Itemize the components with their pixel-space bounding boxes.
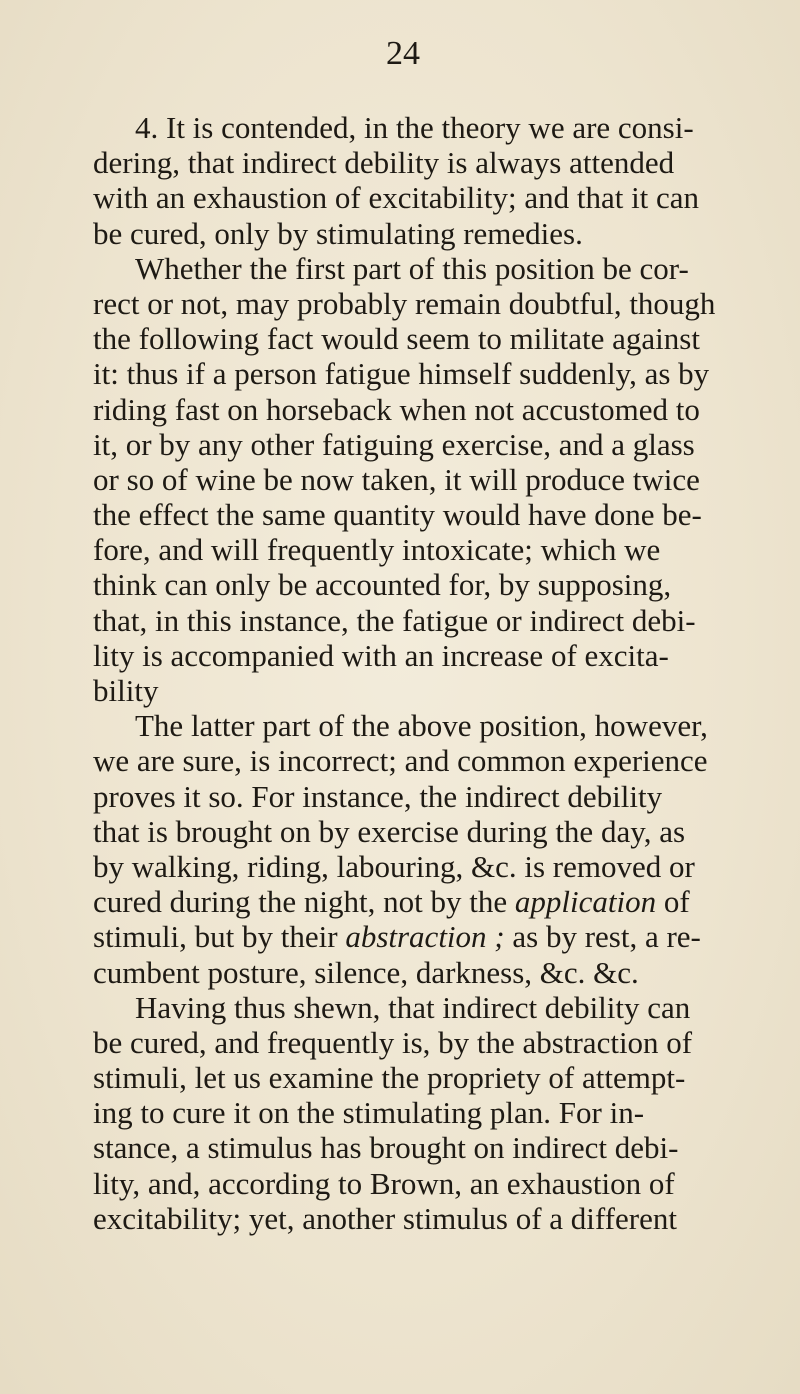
text-line: the following fact would seem to militate against	[93, 321, 700, 357]
text-line: dering, that indirect debility is always attended	[93, 145, 675, 181]
text-line: 4. It is contended, in the theory we are consi-	[135, 110, 694, 145]
text-line: riding fast on horseback when not accustomed to	[93, 391, 700, 427]
text-line: think can only be accounted for, by supposing,	[93, 567, 672, 603]
text-line: Whether the first part of this position be cor-	[135, 250, 689, 286]
text-line: The latter part of the above position, however,	[135, 708, 708, 744]
text-line: the effect the same quantity would have done be-	[93, 497, 702, 533]
text-line: excitability; yet, another stimulus of a different	[93, 1200, 677, 1236]
page-number: 24	[386, 35, 420, 72]
text-line-with-italic	[93, 884, 783, 919]
text-line: lity, and, according to Brown, an exhaustion of	[93, 1165, 675, 1201]
text-line: lity is accompanied with an increase of excita-	[93, 637, 669, 673]
text-segment: cured during the night, not by the	[93, 884, 515, 920]
text-segment: as by rest, a re-	[504, 919, 701, 955]
text-line: be cured, only by stimulating remedies.	[93, 215, 583, 251]
text-line: that is brought on by exercise during the day, as	[93, 813, 686, 849]
text-line: it, or by any other fatiguing exercise, and a glass	[93, 426, 695, 462]
text-line: fore, and will frequently intoxicate; which we	[93, 532, 661, 568]
text-line: rect or not, may probably remain doubtful, though	[93, 285, 716, 321]
text-line: be cured, and frequently is, by the abstraction of	[93, 1024, 693, 1060]
text-line: stimuli, let us examine the propriety of attempt-	[93, 1060, 686, 1096]
text-line: by walking, riding, labouring, &c. is removed or	[93, 848, 695, 884]
text-line: that, in this instance, the fatigue or indirect debi-	[93, 602, 696, 638]
text-line: it: thus if a person fatigue himself suddenly, as by	[93, 356, 710, 392]
text-segment: of	[656, 884, 690, 920]
text-line: ing to cure it on the stimulating plan. For in-	[93, 1095, 645, 1131]
text-line: with an exhaustion of excitability; and that it can	[93, 180, 700, 216]
text-line: cumbent posture, silence, darkness, &c. &c.	[93, 954, 639, 990]
text-line-with-italic	[93, 919, 783, 954]
text-segment: stimuli, but by their	[93, 919, 346, 955]
text-line: stance, a stimulus has brought on indirect debi-	[93, 1130, 679, 1166]
body-text	[93, 110, 783, 1236]
text-line: bility	[93, 673, 159, 708]
italic-term: application	[514, 884, 657, 920]
text-line: we are sure, is incorrect; and common experience	[93, 743, 708, 779]
italic-term: abstraction ;	[345, 919, 505, 955]
text-line: or so of wine be now taken, it will produce twice	[93, 461, 700, 497]
text-line: Having thus shewn, that indirect debility can	[135, 989, 691, 1025]
text-line: proves it so. For instance, the indirect debility	[93, 778, 663, 814]
